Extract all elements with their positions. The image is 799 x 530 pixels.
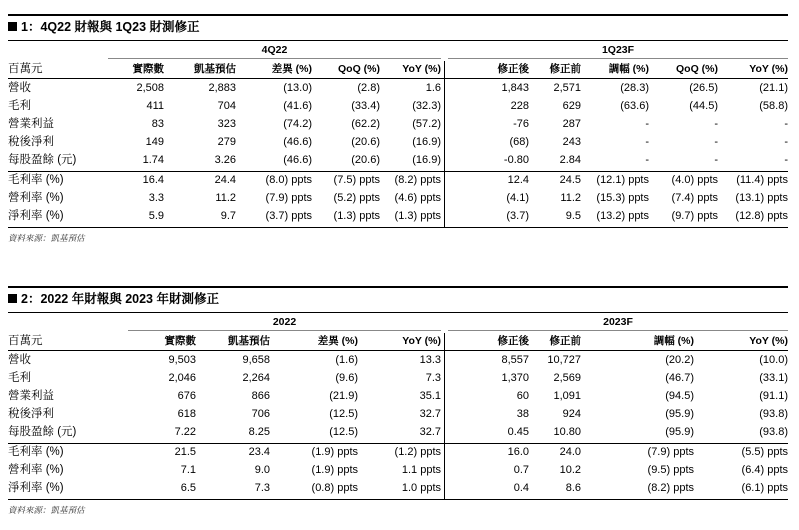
table-cell: (8.0) ppts: [265, 174, 312, 186]
column-header: 修正後: [497, 63, 529, 75]
row-label: 每股盈餘 (元): [8, 154, 77, 166]
table-cell: (0.8) ppts: [311, 482, 358, 494]
table-cell: 12.4: [507, 174, 529, 186]
table-cell: 704: [217, 100, 236, 112]
table-title: [8, 291, 219, 307]
table-cell: (11.4) ppts: [736, 174, 788, 186]
table-cell: 706: [251, 408, 270, 420]
column-header: YoY (%): [402, 335, 441, 347]
table-cell: 23.4: [248, 446, 270, 458]
table-cell: 411: [146, 100, 164, 112]
table-cell: 7.3: [425, 372, 441, 384]
table-cell: (7.5) ppts: [333, 174, 380, 186]
table-cell: 228: [510, 100, 529, 112]
table-cell: 1,091: [553, 390, 581, 402]
table-cell: 38: [516, 408, 529, 420]
group-underline-right: [448, 330, 788, 331]
table-cell: 1.0 ppts: [401, 482, 441, 494]
table-cell: 866: [251, 390, 270, 402]
table-cell: (46.6): [283, 136, 312, 148]
row-label: 營收: [8, 354, 31, 366]
table-cell: -: [714, 118, 718, 130]
table-cell: (13.2) ppts: [596, 210, 649, 222]
table-title-text: 2：2022 年財報與 2023 年財測修正: [21, 292, 219, 306]
table-cell: 1,370: [501, 372, 529, 384]
table-cell: 11.2: [215, 192, 236, 204]
table-cell: 9.7: [220, 210, 236, 222]
title-underline: [8, 40, 788, 41]
table-cell: (41.6): [283, 100, 312, 112]
table-cell: 5.9: [148, 210, 164, 222]
table-cell: 1.1 ppts: [401, 464, 441, 476]
table-cell: (74.2): [283, 118, 312, 130]
table-cell: 24.0: [559, 446, 581, 458]
table-cell: 0.45: [507, 426, 529, 438]
column-header: QoQ (%): [338, 63, 380, 75]
row-label: 淨利率 (%): [8, 210, 64, 222]
table-cell: (3.7): [506, 210, 529, 222]
table-cell: (5.5) ppts: [741, 446, 788, 458]
group-underline-left: [108, 58, 441, 59]
table-cell: (62.2): [351, 118, 380, 130]
table-cell: (2.8): [357, 82, 380, 94]
table-cell: (7.9) ppts: [647, 446, 694, 458]
table-cell: (16.9): [412, 154, 441, 166]
table-cell: 924: [562, 408, 581, 420]
table-cell: (5.2) ppts: [333, 192, 380, 204]
table-cell: (57.2): [412, 118, 441, 130]
group-separator: [444, 333, 445, 499]
column-header: 修正前: [549, 63, 581, 75]
table-cell: 32.7: [419, 426, 441, 438]
table-cell: (26.5): [689, 82, 718, 94]
table-cell: (6.1) ppts: [741, 482, 788, 494]
table-cell: 618: [177, 408, 196, 420]
column-header: 實際數: [132, 63, 164, 75]
row-label: 營業利益: [8, 118, 54, 130]
title-rule: [8, 286, 788, 288]
table-cell: -: [784, 118, 788, 130]
table-cell: 676: [177, 390, 196, 402]
group-separator: [444, 61, 445, 227]
table-cell: 279: [217, 136, 236, 148]
table-cell: 1,843: [501, 82, 529, 94]
row-label: 營利率 (%): [8, 192, 64, 204]
table-cell: 6.5: [180, 482, 196, 494]
table-cell: (44.5): [689, 100, 718, 112]
table-cell: (63.6): [620, 100, 649, 112]
table-cell: (94.5): [665, 390, 694, 402]
table-cell: -76: [513, 118, 529, 130]
group-underline-left: [128, 330, 441, 331]
table-cell: 10.80: [553, 426, 581, 438]
table-cell: (9.6): [335, 372, 358, 384]
table-cell: -: [645, 154, 649, 166]
column-header: 凱基預估: [194, 63, 236, 75]
source-note: 資料來源：凱基預估: [8, 233, 85, 243]
title-rule: [8, 14, 788, 16]
header-underline: [8, 78, 788, 79]
unit-label: 百萬元: [8, 335, 43, 347]
column-header: YoY (%): [749, 63, 788, 75]
table-cell: (13.0): [283, 82, 312, 94]
table-cell: (33.1): [759, 372, 788, 384]
row-label: 毛利率 (%): [8, 446, 64, 458]
bottom-rule: [8, 499, 788, 500]
table-cell: (13.1) ppts: [735, 192, 788, 204]
table-cell: 24.4: [214, 174, 236, 186]
group-underline-right: [448, 58, 788, 59]
table-cell: 3.26: [214, 154, 236, 166]
column-header: 差異 (%): [271, 63, 312, 75]
table-cell: (12.8) ppts: [735, 210, 788, 222]
row-label: 毛利率 (%): [8, 174, 64, 186]
column-header: 實際數: [164, 335, 196, 347]
table-cell: (1.6): [335, 354, 358, 366]
table-cell: -: [714, 136, 718, 148]
table-cell: 8,557: [501, 354, 529, 366]
table-cell: (20.6): [351, 136, 380, 148]
column-header: 修正前: [549, 335, 581, 347]
table-cell: (28.3): [620, 82, 649, 94]
table-cell: -: [645, 136, 649, 148]
group-header-left: 2022: [272, 316, 297, 328]
table-cell: (12.5): [329, 426, 358, 438]
row-label: 營收: [8, 82, 31, 94]
table-cell: 9.0: [254, 464, 270, 476]
table-cell: 2,571: [553, 82, 581, 94]
row-label: 每股盈餘 (元): [8, 426, 77, 438]
table-cell: (58.8): [759, 100, 788, 112]
table-cell: -: [714, 154, 718, 166]
table-cell: -0.80: [503, 154, 529, 166]
section-divider: [8, 171, 788, 172]
table-cell: (68): [509, 136, 529, 148]
table-cell: 35.1: [419, 390, 441, 402]
bottom-rule: [8, 227, 788, 228]
table-cell: 0.4: [513, 482, 529, 494]
table-cell: (16.9): [412, 136, 441, 148]
table-cell: 9.5: [565, 210, 581, 222]
table-cell: (1.3) ppts: [333, 210, 380, 222]
table-cell: 7.22: [174, 426, 196, 438]
table-cell: 2,264: [242, 372, 270, 384]
section-divider: [8, 443, 788, 444]
table-cell: 32.7: [419, 408, 441, 420]
table-cell: 0.7: [513, 464, 529, 476]
table-cell: 7.1: [180, 464, 196, 476]
table-cell: (7.4) ppts: [671, 192, 718, 204]
row-label: 營利率 (%): [8, 464, 64, 476]
table-cell: (91.1): [759, 390, 788, 402]
table-title-text: 1：4Q22 財報與 1Q23 財測修正: [21, 20, 200, 34]
table-cell: (1.9) ppts: [311, 464, 358, 476]
table-cell: 2.84: [559, 154, 581, 166]
header-underline: [8, 350, 788, 351]
table-cell: -: [784, 154, 788, 166]
table-cell: (95.9): [665, 408, 694, 420]
row-label: 稅後淨利: [8, 408, 54, 420]
table-cell: -: [784, 136, 788, 148]
column-header: 調幅 (%): [608, 63, 649, 75]
table-cell: (10.0): [759, 354, 788, 366]
table-cell: (9.5) ppts: [647, 464, 694, 476]
table-cell: 1.74: [142, 154, 164, 166]
table-cell: (12.1) ppts: [596, 174, 649, 186]
table-cell: (3.7) ppts: [265, 210, 312, 222]
table-title: [8, 19, 200, 35]
group-header-left: 4Q22: [261, 44, 288, 56]
table-cell: (1.3) ppts: [394, 210, 441, 222]
column-header: 調幅 (%): [653, 335, 694, 347]
table-cell: 243: [562, 136, 581, 148]
square-bullet-icon: [8, 294, 17, 303]
table-cell: (1.2) ppts: [394, 446, 441, 458]
square-bullet-icon: [8, 22, 17, 31]
source-note: 資料來源：凱基預估: [8, 505, 85, 515]
table-cell: (46.6): [283, 154, 312, 166]
table-cell: (8.2) ppts: [394, 174, 441, 186]
table-cell: 2,046: [168, 372, 196, 384]
table-cell: 323: [217, 118, 236, 130]
table-cell: 3.3: [148, 192, 164, 204]
table-cell: (7.9) ppts: [265, 192, 312, 204]
table-cell: 60: [516, 390, 529, 402]
table-cell: 9,503: [168, 354, 196, 366]
table-cell: (4.6) ppts: [394, 192, 441, 204]
table-cell: 10,727: [547, 354, 581, 366]
table-cell: 629: [562, 100, 581, 112]
table-cell: (21.1): [759, 82, 788, 94]
table-cell: 11.2: [560, 192, 581, 204]
table-cell: (12.5): [329, 408, 358, 420]
table-cell: 10.2: [559, 464, 581, 476]
table-cell: 83: [151, 118, 164, 130]
table-cell: (33.4): [351, 100, 380, 112]
table-cell: 24.5: [559, 174, 581, 186]
group-header-right: 2023F: [603, 316, 633, 328]
group-header-right: 1Q23F: [601, 44, 635, 56]
table-cell: -: [645, 118, 649, 130]
table-cell: (93.8): [759, 408, 788, 420]
row-label: 稅後淨利: [8, 136, 54, 148]
table-cell: 1.6: [425, 82, 441, 94]
table-cell: 8.25: [248, 426, 270, 438]
table-cell: 2,883: [208, 82, 236, 94]
table-cell: 16.4: [142, 174, 164, 186]
table-cell: (4.0) ppts: [671, 174, 718, 186]
table-cell: (20.2): [665, 354, 694, 366]
table-cell: (21.9): [329, 390, 358, 402]
row-label: 淨利率 (%): [8, 482, 64, 494]
table-cell: (32.3): [412, 100, 441, 112]
column-header: 差異 (%): [317, 335, 358, 347]
table-cell: (95.9): [665, 426, 694, 438]
table-cell: (46.7): [665, 372, 694, 384]
table-cell: 287: [562, 118, 581, 130]
unit-label: 百萬元: [8, 63, 43, 75]
row-label: 毛利: [8, 100, 31, 112]
table-cell: 21.5: [174, 446, 196, 458]
column-header: YoY (%): [749, 335, 788, 347]
row-label: 毛利: [8, 372, 31, 384]
table-cell: 2,569: [553, 372, 581, 384]
table-cell: (6.4) ppts: [741, 464, 788, 476]
table-cell: (20.6): [351, 154, 380, 166]
table-cell: 13.3: [419, 354, 441, 366]
table-cell: (15.3) ppts: [596, 192, 649, 204]
column-header: QoQ (%): [676, 63, 718, 75]
table-cell: (1.9) ppts: [311, 446, 358, 458]
column-header: 修正後: [497, 335, 529, 347]
table-cell: 149: [145, 136, 164, 148]
table-cell: 16.0: [507, 446, 529, 458]
table-cell: 8.6: [565, 482, 581, 494]
column-header: YoY (%): [402, 63, 441, 75]
table-cell: (93.8): [759, 426, 788, 438]
table-cell: 7.3: [254, 482, 270, 494]
column-header: 凱基預估: [228, 335, 270, 347]
table-cell: (9.7) ppts: [671, 210, 718, 222]
row-label: 營業利益: [8, 390, 54, 402]
table-cell: (8.2) ppts: [647, 482, 694, 494]
table-cell: (4.1): [506, 192, 529, 204]
title-underline: [8, 312, 788, 313]
table-cell: 2,508: [136, 82, 164, 94]
table-cell: 9,658: [242, 354, 270, 366]
